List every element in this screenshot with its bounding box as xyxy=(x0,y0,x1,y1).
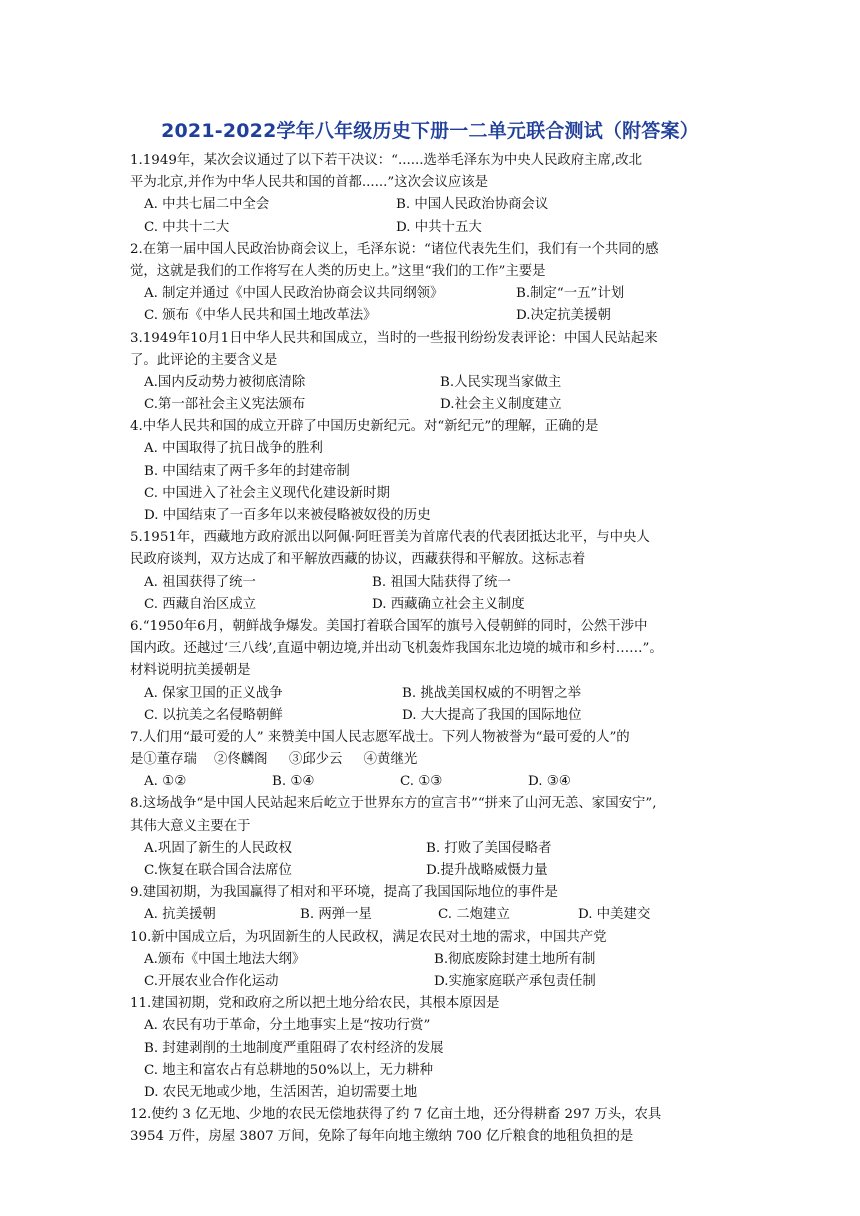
question-11-option-d: D. 农民无地或少地，生活困苦，迫切需要土地 xyxy=(144,1084,418,1100)
option-a: A.颁布《中国土地法大纲》 xyxy=(144,951,306,967)
question-4-option-b: B. 中国结束了两千多年的封建帝制 xyxy=(144,463,350,479)
option-a: A.国内反动势力被彻底清除 xyxy=(144,374,306,390)
option-b: B. 祖国大陆获得了统一 xyxy=(372,574,511,590)
question-3-options-row1 xyxy=(130,372,730,394)
option-d: D. 中美建交 xyxy=(578,907,651,923)
option-a: A. 保家卫国的正义战争 xyxy=(144,685,283,701)
question-10-options-row1 xyxy=(130,949,730,971)
question-4-option-d: D. 中国结束了一百多年以来被侵略被奴役的历史 xyxy=(144,508,431,523)
question-4-stem: 4.中华人民共和国的成立开辟了中国历史新纪元。对“新纪元”的理解，正确的是 xyxy=(130,419,599,435)
option-d: D.提升战略威慑力量 xyxy=(426,863,548,878)
option-a: A. ①② xyxy=(144,774,187,790)
question-1-stem: 1.1949年，某次会议通过了以下若干决议：“......选举毛泽东为中央人民政府主席,改北 xyxy=(130,153,642,168)
question-8-options-row1 xyxy=(130,838,730,860)
question-6-stem: 6.“1950年6月，朝鲜战争爆发。美国打着联合国军的旗号入侵朝鲜的同时，公然干涉中 xyxy=(130,618,648,634)
question-11-option-a: A. 农民有功于革命，分土地事实上是“按功行赏” xyxy=(144,1018,431,1034)
question-1-options-row1 xyxy=(130,194,730,216)
option-a: A. 制定并通过《中国人民政治协商会议共同纲领》 xyxy=(144,286,444,302)
question-8-options-row2 xyxy=(130,860,730,882)
option-b: B.彻底废除封建土地所有制 xyxy=(434,951,596,967)
question-11-stem: 11.建国初期，党和政府之所以把土地分给农民，其根本原因是 xyxy=(130,996,500,1012)
option-a: A. 祖国获得了统一 xyxy=(144,574,256,590)
question-2-options-row2 xyxy=(130,305,730,327)
question-12-stem-cont: 3954 万件，房屋 3807 万间，免除了每年向地主缴纳 700 亿斤粮食的地租负担的是 xyxy=(130,1129,634,1145)
question-7-options xyxy=(130,771,730,793)
question-4-option-c: C. 中国进入了社会主义现代化建设新时期 xyxy=(144,485,390,501)
option-b: B. 挑战美国权威的不明智之举 xyxy=(402,685,582,701)
question-8-stem-cont: 其伟大意义主要在于 xyxy=(130,818,251,834)
question-2-stem: 2.在第一届中国人民政治协商会议上，毛泽东说：“诸位代表先生们，我们有一个共同的感 xyxy=(130,241,659,257)
option-c: C. 二炮建立 xyxy=(438,907,510,923)
question-6-options-row2 xyxy=(130,705,730,727)
question-7-stem: 7.人们用“最可爱的人” 来赞美中国人民志愿军战士。下列人物被誉为“最可爱的人”的 xyxy=(130,729,630,745)
question-3-stem-cont: 了。此评论的主要含义是 xyxy=(130,352,278,368)
option-b: B.人民实现当家做主 xyxy=(440,374,562,390)
option-d: D.决定抗美援朝 xyxy=(516,308,611,324)
option-c: C. 颁布《中华人民共和国土地改革法》 xyxy=(144,308,377,324)
option-a: A. 抗美援朝 xyxy=(144,907,216,923)
option-a: A.巩固了新生的人民政权 xyxy=(144,840,292,856)
question-2-options-row1 xyxy=(130,283,730,305)
question-5-stem: 5.1951年，西藏地方政府派出以阿佩·阿旺晋美为首席代表的代表团抵达北平，与中央人 xyxy=(130,530,650,546)
question-11-option-b: B. 封建剥削的土地制度严重阻碍了农村经济的发展 xyxy=(144,1040,444,1056)
option-a: A. 中共七届二中全会 xyxy=(144,197,270,213)
option-d: D. ③④ xyxy=(528,774,571,790)
option-b: B.制定“一五”计划 xyxy=(516,286,625,302)
option-d: D. 西藏确立社会主义制度 xyxy=(372,596,525,612)
option-c: C.第一部社会主义宪法颁布 xyxy=(144,397,306,413)
page-title: 2021-2022学年八年级历史下册一二单元联合测试（附答案） xyxy=(161,120,699,142)
question-6-stem-cont2: 材料说明抗美援朝是 xyxy=(130,663,251,679)
option-c: C. 以抗美之名侵略朝鲜 xyxy=(144,707,283,723)
question-2-stem-cont: 觉，这就是我们的工作将写在人类的历史上。”这里“我们的工作”主要是 xyxy=(130,263,546,279)
option-d: D.实施家庭联产承包责任制 xyxy=(434,973,596,989)
question-10-stem: 10.新中国成立后，为巩固新生的人民政权，满足农民对土地的需求，中国共产党 xyxy=(130,929,607,945)
option-d: D.社会主义制度建立 xyxy=(440,397,562,413)
option-b: B. 两弹一星 xyxy=(300,907,372,923)
question-6-options-row1 xyxy=(130,683,730,705)
question-3-options-row2 xyxy=(130,394,730,416)
question-9-options xyxy=(130,904,730,926)
question-5-options-row1 xyxy=(130,572,730,594)
question-10-options-row2 xyxy=(130,971,730,993)
option-c: C.恢复在联合国合法席位 xyxy=(144,863,292,878)
question-3-stem: 3.1949年10月1日中华人民共和国成立，当时的一些报刊纷纷发表评论：中国人民站起来 xyxy=(130,330,658,346)
option-b: B. ①④ xyxy=(272,774,315,790)
question-4-option-a: A. 中国取得了抗日战争的胜利 xyxy=(144,441,323,457)
question-8-stem: 8.这场战争“是中国人民站起来后屹立于世界东方的宣言书”“拼来了山河无恙、家国安宁”, xyxy=(130,796,657,812)
option-b: B. 打败了美国侵略者 xyxy=(426,840,552,856)
option-d: D. 中共十五大 xyxy=(396,219,482,235)
question-1-stem-cont: 平为北京,并作为中华人民共和国的首都......”这次会议应该是 xyxy=(130,175,489,191)
option-d: D. 大大提高了我国的国际地位 xyxy=(402,707,582,723)
option-c: C. ①③ xyxy=(400,774,443,790)
question-5-options-row2 xyxy=(130,594,730,616)
question-11-option-c: C. 地主和富农占有总耕地的50%以上，无力耕种 xyxy=(144,1062,434,1078)
option-c: C. 中共十二大 xyxy=(144,219,230,235)
question-12-stem: 12.使约 3 亿无地、少地的农民无偿地获得了约 7 亿亩土地，还分得耕畜 297 万头，农具 xyxy=(130,1107,662,1123)
question-7-stem-cont: 是①董存瑞 ②佟麟阁 ③邱少云 ④黄继光 xyxy=(130,752,418,768)
question-list xyxy=(130,150,730,1148)
option-c: C. 西藏自治区成立 xyxy=(144,596,257,612)
option-c: C.开展农业合作化运动 xyxy=(144,973,279,989)
question-9-stem: 9.建国初期，为我国赢得了相对和平环境，提高了我国国际地位的事件是 xyxy=(130,885,558,901)
question-6-stem-cont: 国内政。还越过‘三八线’,直逼中朝边境,并出动飞机轰炸我国东北边境的城市和乡村……”。 xyxy=(130,641,663,657)
question-5-stem-cont: 民政府谈判，双方达成了和平解放西藏的协议，西藏获得和平解放。这标志着 xyxy=(130,552,586,568)
question-1-options-row2 xyxy=(130,217,730,239)
option-b: B. 中国人民政治协商会议 xyxy=(396,197,549,213)
